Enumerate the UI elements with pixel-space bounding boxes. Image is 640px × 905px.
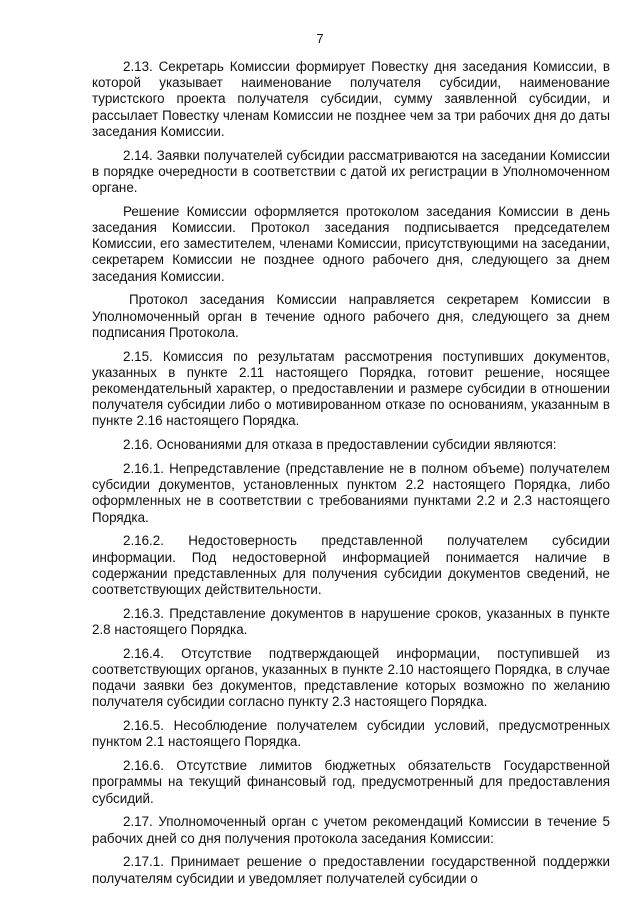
- paragraph-2-16-1: 2.16.1. Непредставление (представление не в полном объеме) получателем субсидии документов, установленных пунктом 2.2 настоящего Порядка, либо оформленных не в соответствии с требованиями пунктами 2.2 и 2.3 настоящего Порядка.: [92, 461, 610, 525]
- paragraph-2-16: 2.16. Основаниями для отказа в предоставлении субсидии являются:: [123, 437, 557, 453]
- document-body: [92, 59, 610, 894]
- paragraph-2-16-5: 2.16.5. Несоблюдение получателем субсидии условий, предусмотренных пунктом 2.1 настоящего Порядка.: [92, 718, 610, 750]
- paragraph-2-16-6: 2.16.6. Отсутствие лимитов бюджетных обязательств Государственной программы на текущий финансовый год, предусмотренный для предоставления субсидий.: [92, 758, 610, 806]
- paragraph-2-16-3: 2.16.3. Представление документов в нарушение сроков, указанных в пункте 2.8 настоящего Порядка.: [92, 605, 610, 638]
- paragraph-2-17-1: 2.17.1. Принимает решение о предоставлении государственной поддержки получателям субсидии и уведомляет получателей субсидии о: [92, 854, 610, 886]
- paragraph-commission-decision: Решение Комиссии оформляется протоколом заседания Комиссии в день заседания Комиссии. Протокол заседания подписывается председателем Комиссии, его заместителем, членами Комиссии, присутствующими на заседании, секретарем Комиссии не позднее одного рабочего дня, следующего за днем заседания Комиссии.: [92, 203, 610, 284]
- paragraph-2-14: 2.14. Заявки получателей субсидии рассматриваются на заседании Комиссии в порядке очередности в соответствии с датой их регистрации в Уполномоченном органе.: [92, 147, 610, 196]
- paragraph-2-17: 2.17. Уполномоченный орган с учетом рекомендаций Комиссии в течение 5 рабочих дней со дня получения протокола заседания Комиссии:: [92, 814, 610, 846]
- page-number: 7: [316, 31, 324, 46]
- paragraph-2-15: 2.15. Комиссия по результатам рассмотрения поступивших документов, указанных в пункте 2.11 настоящего Порядка, готовит решение, носящее рекомендательный характер, о предоставлении и размере субсидии в отношении получателя субсидии либо о мотивированном отказе по основаниям, указанным в пункте 2.16 настоящего Порядка.: [92, 348, 610, 429]
- paragraph-2-16-2: 2.16.2. Недостоверность представленной получателем субсидии информации. Под недостоверной информацией понимается наличие в содержании представленных для получения субсидии документов сведений, не соответствующих действительности.: [92, 533, 610, 598]
- paragraph-protocol-forwarding: Протокол заседания Комиссии направляется секретарем Комиссии в Уполномоченный орган в течение одного рабочего дня, следующего за днем подписания Протокола.: [92, 292, 610, 340]
- paragraph-2-16-4: 2.16.4. Отсутствие подтверждающей информации, поступившей из соответствующих органов, указанных в пункте 2.10 настоящего Порядка, в случае подачи заявки без документов, представление которых возможно по желанию получателя субсидии согласно пункту 2.3 настоящего Порядка.: [92, 645, 610, 710]
- paragraph-2-13: 2.13. Секретарь Комиссии формирует Повестку дня заседания Комиссии, в которой указывает наименование получателя субсидии, наименование туристского проекта получателя субсидии, сумму заявленной субсидии, и рассылает Повестку членам Комиссии не позднее чем за три рабочих дня до даты заседания Комиссии.: [92, 59, 610, 139]
